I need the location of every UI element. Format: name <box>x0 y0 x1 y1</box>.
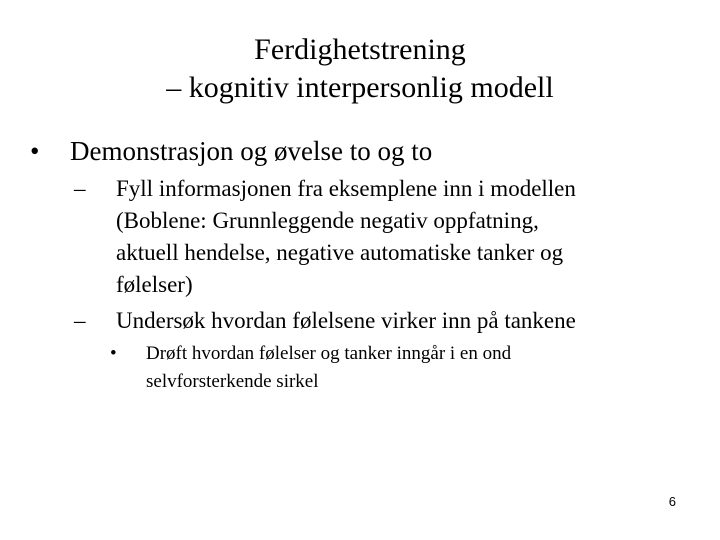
sub-sub-bullet-line: selvforsterkende sirkel <box>146 371 319 392</box>
sub-sub-bullet-marker: • <box>110 343 117 364</box>
sub-bullet-marker: – <box>74 176 86 201</box>
sub-bullet-line: Undersøk hvordan følelsene virker inn på tankene <box>116 308 576 333</box>
sub-sub-bullet-line: Drøft hvordan følelser og tanker inngår i en ond <box>146 343 512 364</box>
sub-bullet-line: Fyll informasjonen fra eksemplene inn i modellen <box>116 176 576 201</box>
page-number: 6 <box>668 494 676 509</box>
sub-bullet-line: følelser) <box>116 272 193 297</box>
slide-title-line-2: – kognitiv interpersonlig modell <box>166 71 554 104</box>
bullet-text: Demonstrasjon og øvelse to og to <box>70 136 433 166</box>
sub-bullet-line: aktuell hendelse, negative automatiske tanker og <box>116 240 564 265</box>
sub-bullet-line: (Boblene: Grunnleggende negativ oppfatning, <box>116 208 539 233</box>
slide-title-line-1: Ferdighetstrening <box>254 33 466 66</box>
bullet-marker: • <box>30 136 40 166</box>
sub-bullet-marker: – <box>74 308 86 333</box>
